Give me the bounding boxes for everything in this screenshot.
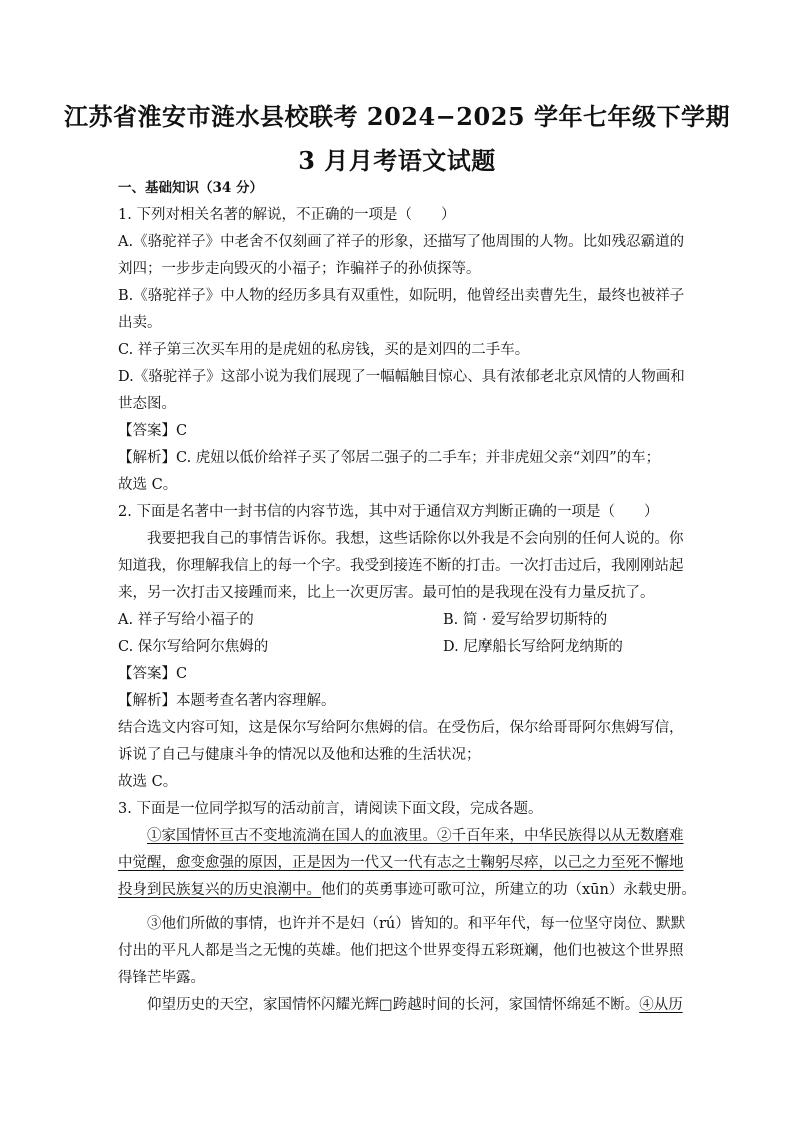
q2-analysis-line2: 结合选文内容可知，这是保尔写给阿尔焦姆的信。在受伤后，保尔给哥哥阿尔焦姆写信， xyxy=(118,720,684,736)
q2-option-c: C. 保尔写给阿尔焦姆的 xyxy=(118,639,269,655)
q1-analysis-cont: 故选 C。 xyxy=(118,477,178,493)
q2-option-b: B. 简 · 爱写给罗切斯特的 xyxy=(443,612,608,628)
q3-passage-line7 xyxy=(147,995,683,1015)
q3-passage-line6: 得锋芒毕露。 xyxy=(118,970,205,986)
q1-option-b: B.《骆驼祥子》中人物的经历多具有双重性，如阮明，他曾经出卖曹先生，最终也被祥子 xyxy=(118,288,685,304)
q2-analysis-line4: 故选 C。 xyxy=(118,774,178,790)
q3-passage-line4: ③他们所做的事情，也许并不是妇（rú）皆知的。和平年代，每一位坚守岗位、默默 xyxy=(147,916,686,932)
q2-analysis: 【解析】本题考查名著内容理解。 xyxy=(118,693,336,709)
q1-option-a-cont: 刘四；一步步走向毁灭的小福子；诈骗祥子的孙侦探等。 xyxy=(118,261,481,277)
q2-stem: 2. 下面是名著中一封书信的内容节选，其中对于通信双方判断正确的一项是（ ） xyxy=(118,504,659,520)
q3-passage-line3-rest: 他们的英勇事迹可歌可泣，所建立的功（xūn）永载史册。 xyxy=(321,882,696,898)
q2-option-d: D. 尼摩船长写给阿龙纳斯的 xyxy=(443,639,623,655)
q1-option-d-cont: 世态图。 xyxy=(118,396,176,412)
q3-passage-line7-text: 仰望历史的天空，家国情怀闪耀光辉□跨越时间的长河，家国情怀绵延不断。 xyxy=(147,997,640,1013)
q3-underlined-start: ④从历 xyxy=(639,997,683,1013)
q3-underlined-sentence: 投身到民族复兴的历史浪潮中。 xyxy=(118,882,321,898)
document-title-line2: 3 月月考语文试题 xyxy=(298,146,496,175)
document-title-line1: 江苏省淮安市涟水县校联考 2024−2025 学年七年级下学期 xyxy=(64,102,730,131)
q1-option-b-cont: 出卖。 xyxy=(118,315,162,331)
q2-option-a: A. 祥子写给小福子的 xyxy=(118,612,254,628)
q2-passage-line2: 知道我，你理解我信上的每一个字。我受到接连不断的打击。一次打击过后，我刚刚站起 xyxy=(118,558,684,574)
q1-stem: 1. 下列对相关名著的解说，不正确的一项是（ ） xyxy=(118,207,456,223)
q3-passage-line2: 中觉醒，愈变愈强的原因，正是因为一代又一代有志之士鞠躬尽瘁，以己之力至死不懈地 xyxy=(118,855,684,871)
q3-passage-line5: 付出的平凡人都是当之无愧的英雄。他们把这个世界变得五彩斑斓，他们也被这个世界照 xyxy=(118,943,684,959)
q1-option-d: D.《骆驼祥子》这部小说为我们展现了一幅幅触目惊心、具有浓郁老北京风情的人物画和 xyxy=(118,369,685,385)
q3-passage-line1: ①家国情怀亘古不变地流淌在国人的血液里。②千百年来，中华民族得以从无数磨难 xyxy=(147,828,684,844)
q1-answer: 【答案】C xyxy=(118,423,188,439)
q1-option-c: C. 祥子第三次买车用的是虎妞的私房钱，买的是刘四的二手车。 xyxy=(118,342,530,358)
q1-option-a: A.《骆驼祥子》中老舍不仅刻画了祥子的形象，还描写了他周围的人物。比如残忍霸道的 xyxy=(118,234,685,250)
q1-analysis: 【解析】C. 虎妞以低价给祥子买了邻居二强子的二手车；并非虎妞父亲“刘四”的车； xyxy=(118,450,661,466)
q2-passage-line1: 我要把我自己的事情告诉你。我想，这些话除你以外我是不会向别的任何人说的。你 xyxy=(118,531,684,547)
section-heading: 一、基础知识（34 分） xyxy=(118,180,263,196)
q2-answer: 【答案】C xyxy=(118,666,188,682)
q3-passage-line3 xyxy=(118,880,696,900)
q3-stem: 3. 下面是一位同学拟写的活动前言，请阅读下面文段，完成各题。 xyxy=(118,801,543,817)
q2-passage-line3: 来，另一次打击又接踵而来，比上一次更厉害。最可怕的是我现在没有力量反抗了。 xyxy=(118,585,655,601)
q2-analysis-line3: 诉说了自己与健康斗争的情况以及他和达雅的生活状况； xyxy=(118,747,481,763)
